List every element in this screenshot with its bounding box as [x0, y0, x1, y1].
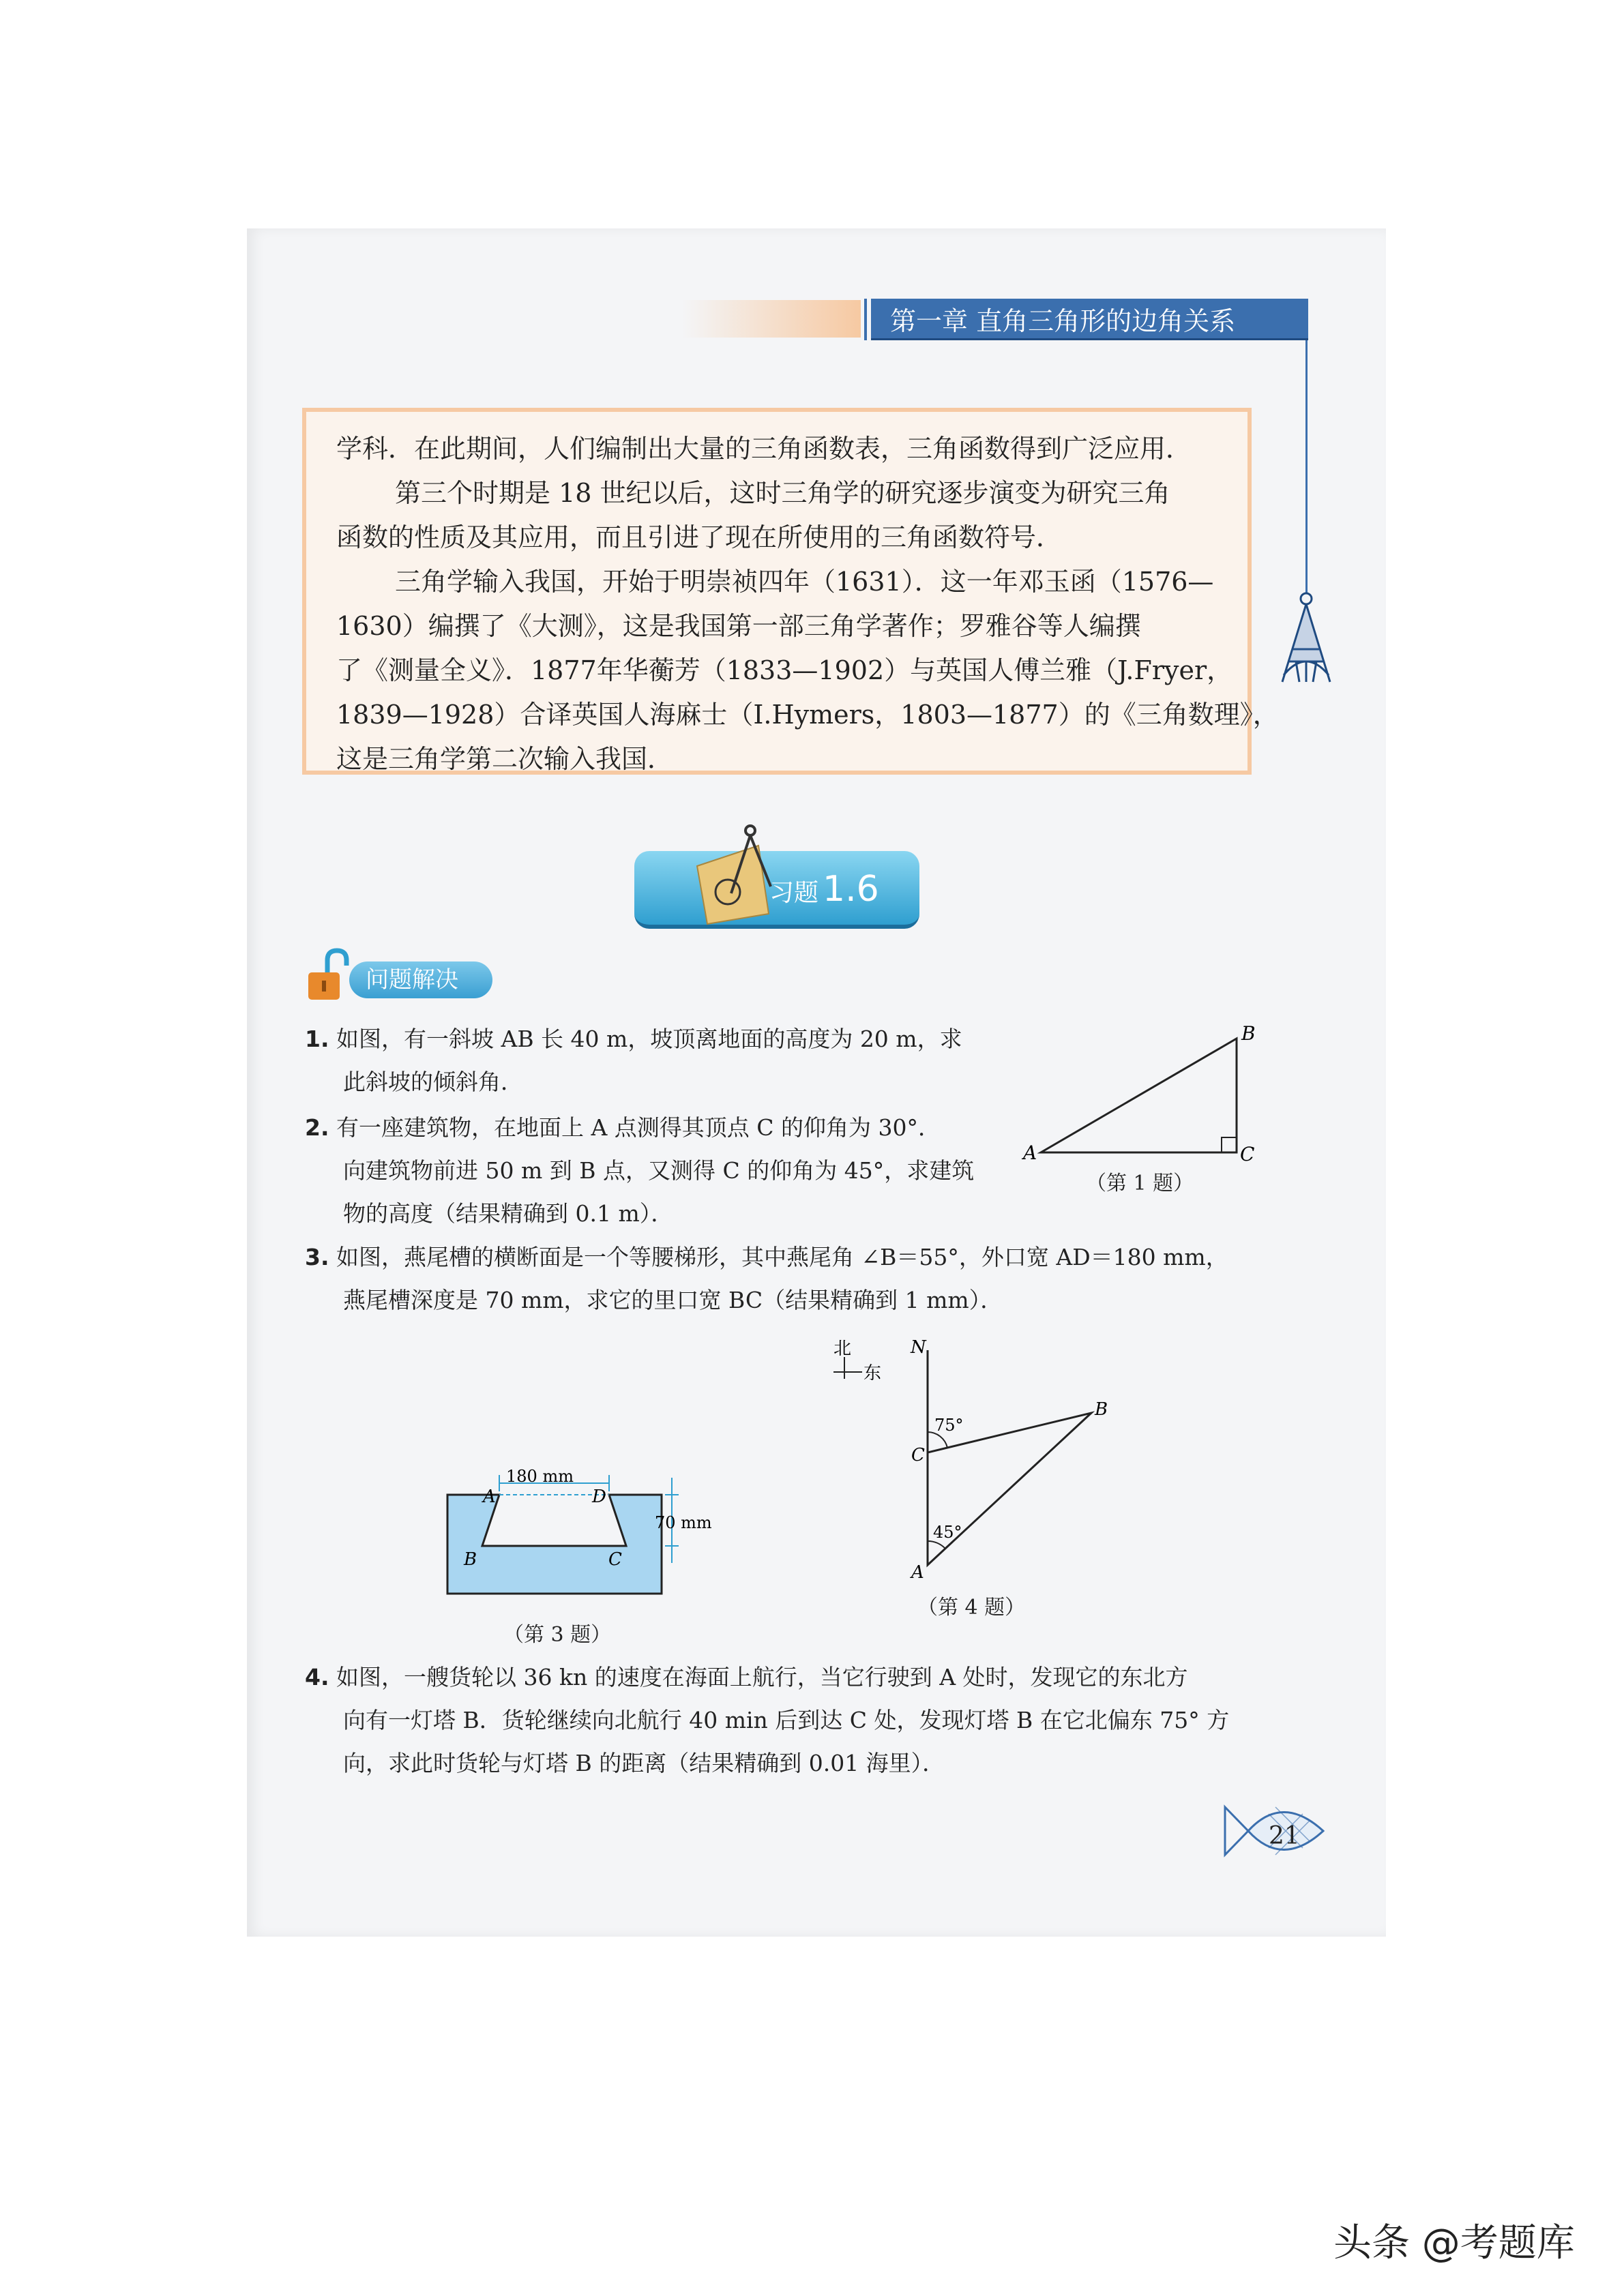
label-C: C — [1240, 1143, 1255, 1165]
triangle-abc — [1041, 1039, 1237, 1152]
compass-north-label: 北 — [833, 1339, 852, 1359]
header-vertical-rule — [1305, 340, 1308, 593]
compass-east-label: 东 — [863, 1363, 882, 1384]
figure-1-caption: （第 1 题） — [1086, 1172, 1194, 1195]
figure-4-navigation — [818, 1330, 1132, 1589]
question-text: 向有一灯塔 B．货轮继续向北航行 40 min 后到达 C 处，发现灯塔 B 在它北偏东 75° 方 — [343, 1707, 1230, 1733]
unlock-icon — [304, 948, 352, 1004]
question-number: 3. — [305, 1244, 329, 1270]
history-line: 三角学输入我国，开始于明崇祯四年（1631）．这一年邓玉函（1576— — [395, 567, 1214, 597]
history-line: 了《测量全义》．1877年华蘅芳（1833—1902）与英国人傅兰雅（J.Fryer， — [336, 655, 1233, 685]
question-text: 向建筑物前进 50 m 到 B 点，又测得 C 的仰角为 45°，求建筑 — [343, 1157, 975, 1184]
label-D: D — [592, 1487, 606, 1507]
question-number: 4. — [305, 1664, 329, 1690]
question-number: 1. — [305, 1026, 329, 1052]
label-C: C — [608, 1549, 622, 1570]
exercise-badge — [634, 846, 921, 927]
question-text: 如图，有一斜坡 AB 长 40 m，坡顶离地面的高度为 20 m，求 — [336, 1026, 962, 1052]
history-box — [302, 408, 1279, 775]
dovetail-block — [447, 1495, 662, 1594]
question-text: 燕尾槽深度是 70 mm，求它的里口宽 BC（结果精确到 1 mm）． — [343, 1287, 1003, 1313]
question-4-line3 — [343, 1742, 945, 1785]
label-B: B — [1241, 1022, 1256, 1045]
page-number: 21 — [1269, 1822, 1300, 1850]
label-B: B — [464, 1549, 477, 1570]
section-tab — [349, 961, 492, 998]
question-1-line2 — [343, 1060, 523, 1103]
angle-45-label: 45° — [933, 1523, 962, 1542]
angle-75-label: 75° — [934, 1416, 964, 1435]
history-line: 1630）编撰了《大测》，这是我国第一部三角学著作；罗雅谷等人编撰 — [336, 611, 1141, 641]
watermark: 头条 @考题库 — [1333, 2221, 1575, 2265]
chapter-title — [871, 299, 1308, 340]
width-label: 180 mm — [506, 1467, 574, 1486]
angle-arc-45 — [928, 1541, 945, 1549]
label-B: B — [1095, 1399, 1108, 1420]
question-text: 有一座建筑物，在地面上 A 点测得其顶点 C 的仰角为 30°． — [336, 1114, 941, 1141]
depth-label: 70 mm — [655, 1513, 712, 1532]
exercise-number: 1.6 — [823, 869, 879, 910]
question-text: 此斜坡的倾斜角． — [343, 1069, 523, 1095]
label-A: A — [483, 1487, 496, 1507]
question-1 — [305, 1017, 962, 1060]
history-line: 1839—1928）合译英国人海麻士（I.Hymers，1803—1877）的《三角数理》， — [336, 700, 1279, 730]
label-C: C — [911, 1445, 925, 1465]
question-text: 向，求此时货轮与灯塔 B 的距离（结果精确到 0.01 海里）． — [343, 1750, 945, 1776]
question-text: 物的高度（结果精确到 0.1 m）． — [343, 1200, 674, 1227]
history-line: 学科．在此期间，人们编制出大量的三角函数表，三角函数得到广泛应用． — [336, 434, 1192, 464]
exercise-label — [769, 869, 879, 910]
history-line: 第三个时期是 18 世纪以后，这时三角学的研究逐步演变为研究三角 — [395, 478, 1170, 508]
compass-icon — [1269, 586, 1344, 689]
label-A: A — [1023, 1142, 1037, 1164]
question-2 — [305, 1106, 941, 1149]
section-title: 问题解决 — [366, 966, 458, 994]
label-A: A — [911, 1562, 924, 1583]
question-2-line2 — [343, 1149, 974, 1192]
question-3 — [305, 1236, 1228, 1279]
history-line: 函数的性质及其应用，而且引进了现在所使用的三角函数符号． — [336, 522, 1063, 552]
figure-4-caption: （第 4 题） — [917, 1596, 1026, 1620]
right-angle-mark — [1222, 1137, 1237, 1152]
figure-3-caption: （第 3 题） — [503, 1623, 612, 1647]
question-4-line2 — [343, 1699, 1229, 1742]
figure-3-dovetail — [437, 1463, 737, 1613]
question-text: 如图，燕尾槽的横断面是一个等腰梯形，其中燕尾角 ∠B＝55°，外口宽 AD＝180 mm， — [336, 1244, 1228, 1270]
chapter-title-text: 第一章 直角三角形的边角关系 — [890, 305, 1236, 336]
header-gradient-band — [682, 300, 861, 338]
history-line: 这是三角学第二次输入我国． — [336, 744, 674, 774]
label-N: N — [911, 1337, 926, 1358]
question-number: 2. — [305, 1114, 329, 1141]
question-4 — [305, 1656, 1188, 1699]
triangle-acb — [928, 1413, 1091, 1565]
question-3-line2 — [343, 1279, 1003, 1322]
header-separator — [864, 299, 867, 340]
question-2-line3 — [343, 1192, 673, 1235]
exercise-label-text: 习题 — [769, 879, 819, 907]
question-text: 如图，一艘货轮以 36 kn 的速度在海面上航行，当它行驶到 A 处时，发现它的东北方 — [336, 1664, 1188, 1690]
